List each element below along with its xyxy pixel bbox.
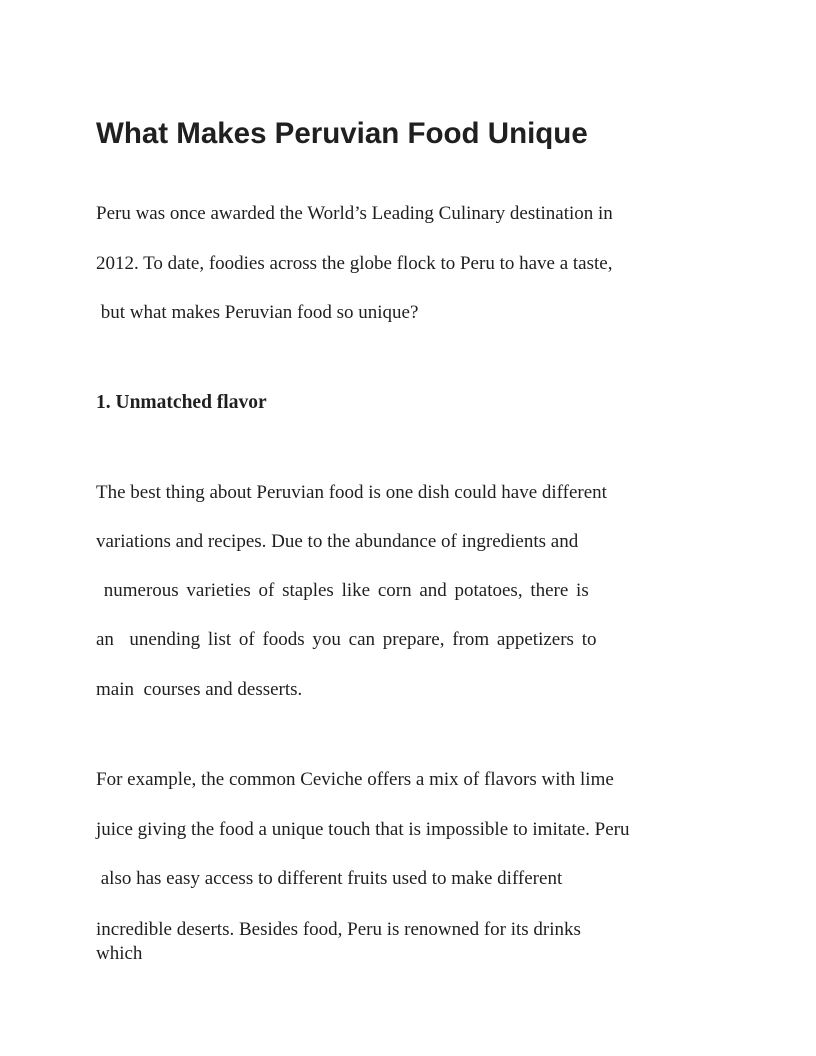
intro-line: Peru was once awarded the World’s Leading Culinary destination in	[96, 203, 613, 224]
paragraph-line: juice giving the food a unique touch that is impossible to imitate. Peru	[96, 819, 630, 840]
intro-line: 2012. To date, foodies across the globe flock to Peru to have a taste,	[96, 253, 613, 274]
paragraph-line: an unending list of foods you can prepare, from appetizers to	[96, 629, 597, 650]
paragraph-line: numerous varieties of staples like corn and potatoes, there is	[96, 580, 589, 601]
paragraph-line: For example, the common Ceviche offers a mix of flavors with lime	[96, 769, 614, 790]
paragraph-line: incredible deserts. Besides food, Peru is renowned for its drinks	[96, 919, 581, 940]
paragraph-line: which	[96, 943, 143, 964]
paragraph-line: variations and recipes. Due to the abundance of ingredients and	[96, 531, 579, 552]
page-title: What Makes Peruvian Food Unique	[96, 117, 588, 150]
paragraph-line: main courses and desserts.	[96, 679, 303, 700]
intro-line: but what makes Peruvian food so unique?	[96, 302, 419, 323]
paragraph-line: The best thing about Peruvian food is one dish could have different	[96, 482, 607, 503]
paragraph-line: also has easy access to different fruits used to make different	[96, 868, 563, 889]
section-heading: 1. Unmatched flavor	[96, 392, 267, 413]
